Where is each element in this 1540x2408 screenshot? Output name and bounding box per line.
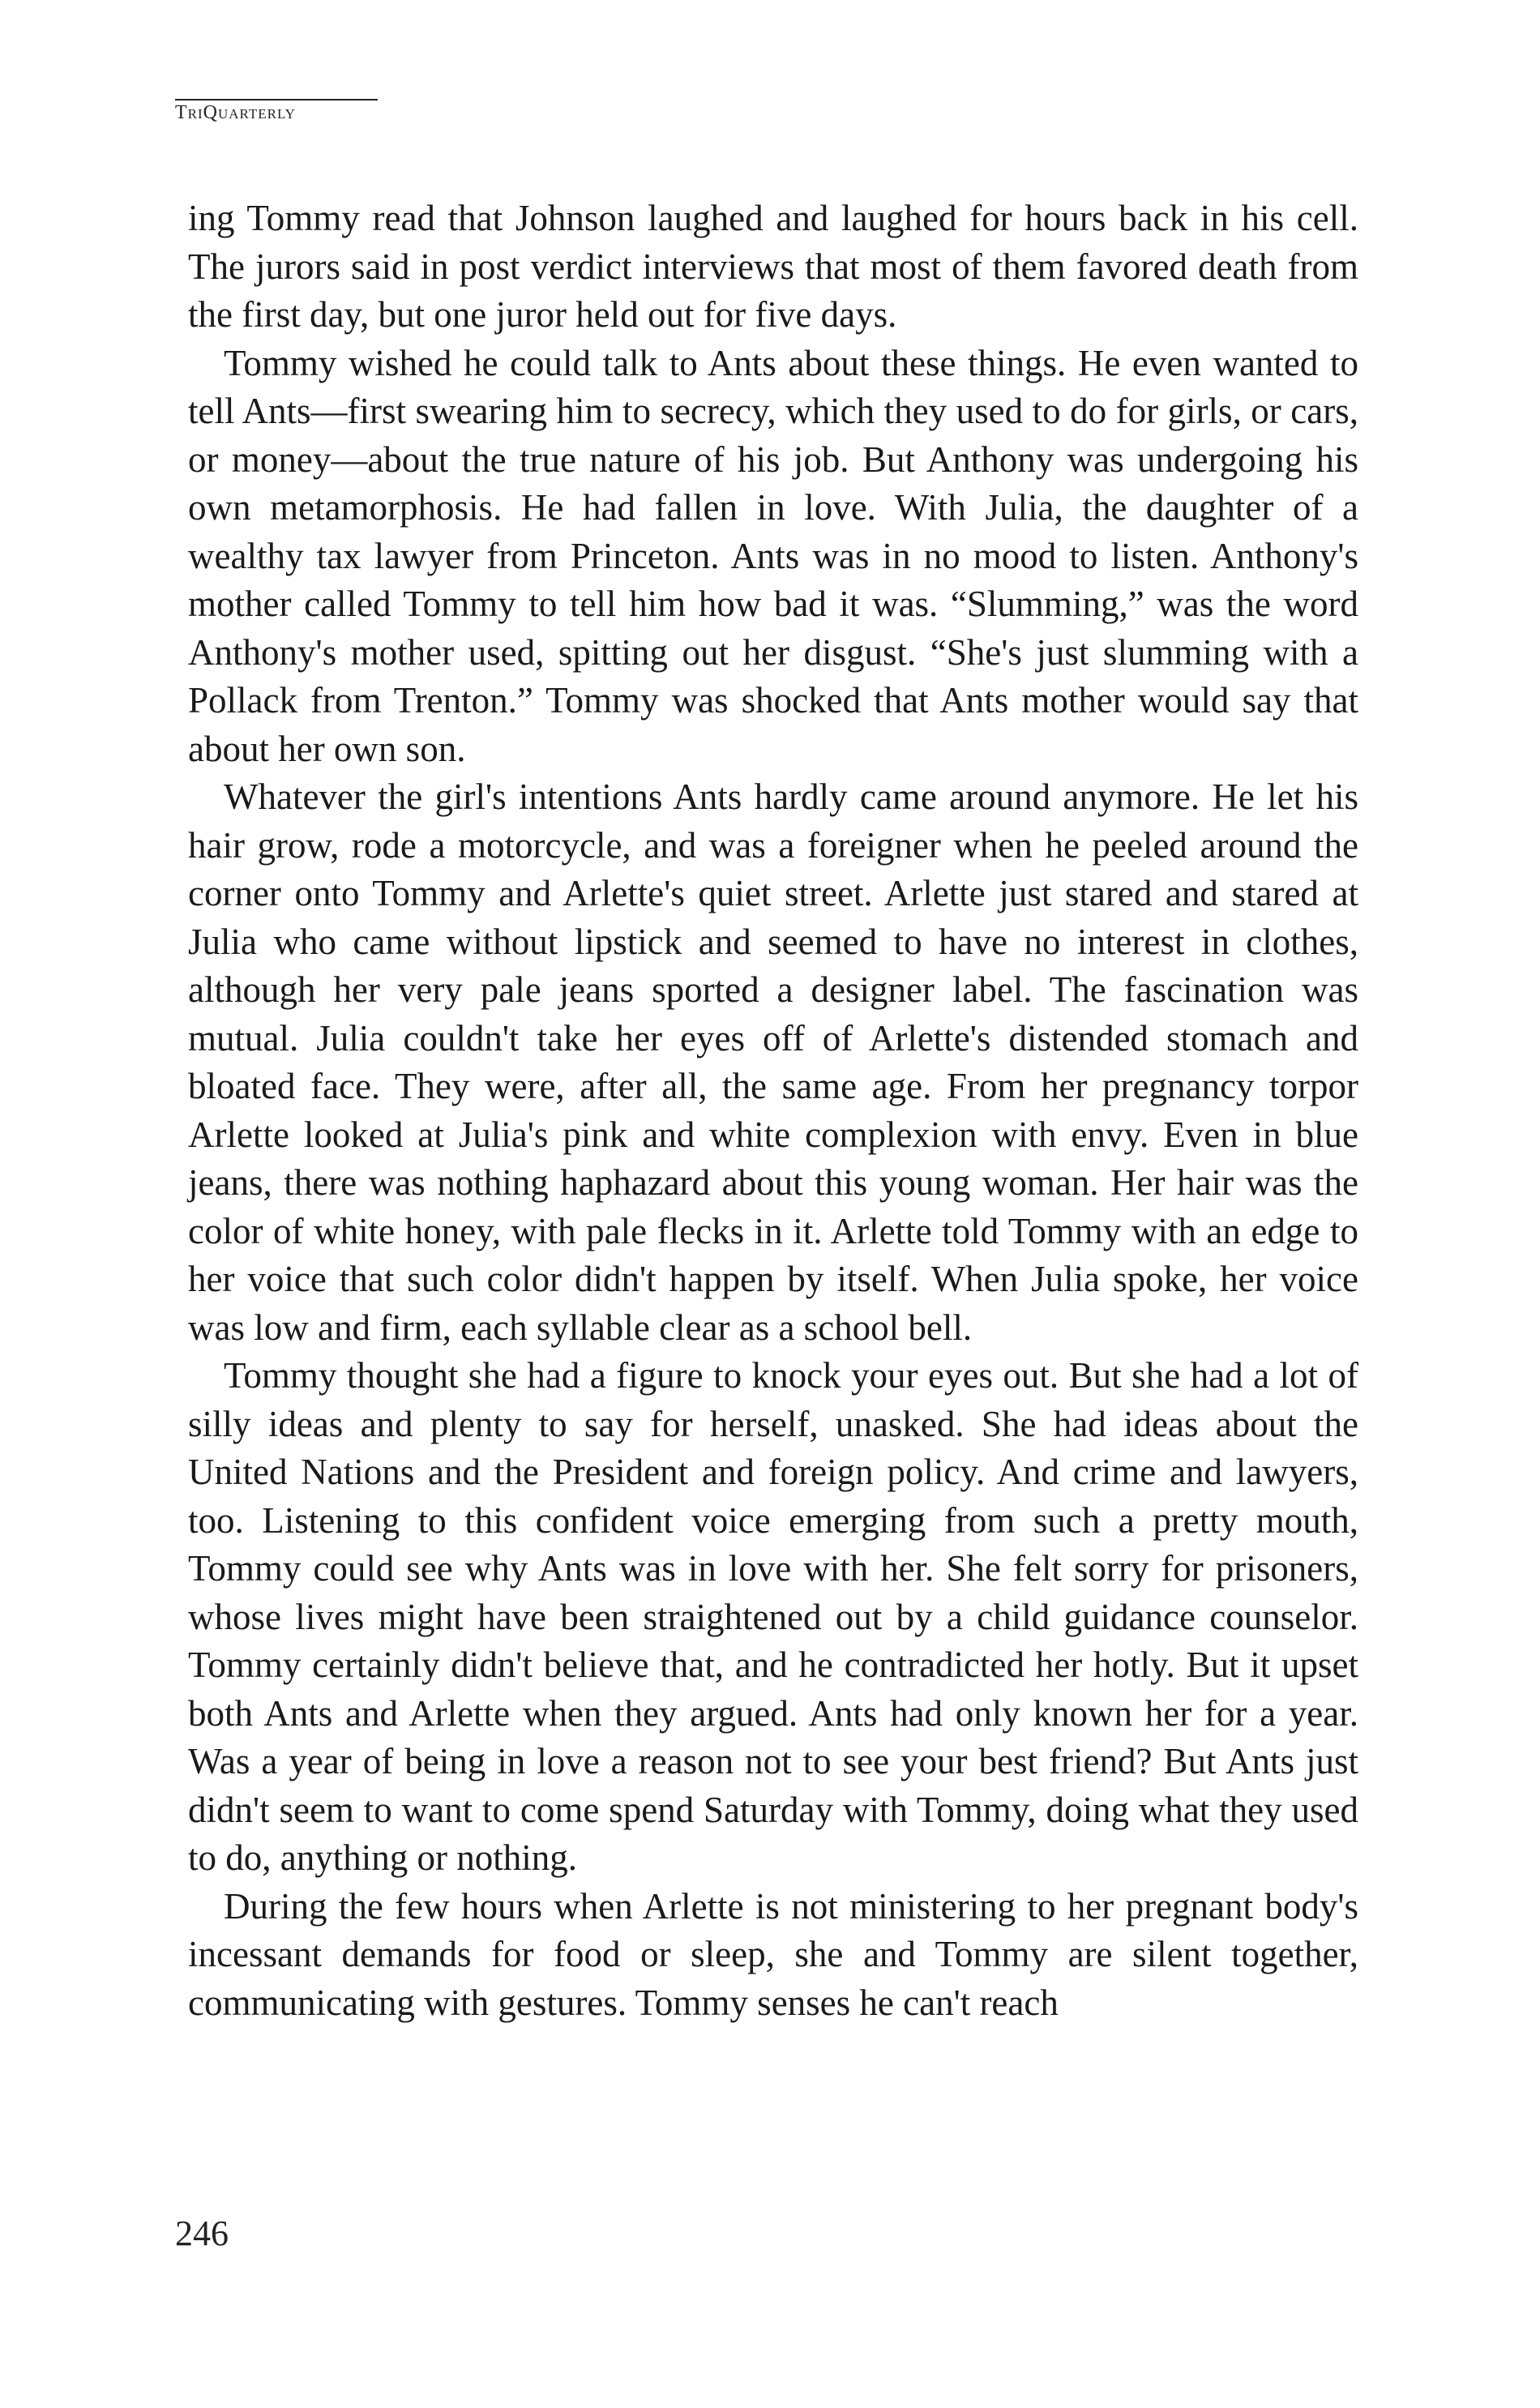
running-head-rule [175,99,378,101]
paragraph-3: Whatever the girl's intentions Ants hardly came around anymore. He let his hair grow, rode a motorcycle, and was a foreigner when he peeled around the corner onto Tommy and Arlette's quiet street. Arlette just stared and stared at Julia who came without lipstick and seemed to have no interest in clothes, although her very pale jeans sported a designer label. The fascination was mutual. Julia couldn't take her eyes off of Arlette's distended stomach and bloated face. They were, after all, the same age. From her pregnancy torpor Arlette looked at Julia's pink and white complexion with envy. Even in blue jeans, there was nothing haphazard about this young woman. Her hair was the color of white honey, with pale flecks in it. Arlette told Tommy with an edge to her voice that such color didn't happen by itself. When Julia spoke, her voice was low and firm, each syllable clear as a school bell. [188,776,1358,1348]
body-text [188,195,1358,2027]
paragraph-2: Tommy wished he could talk to Ants about these things. He even wanted to tell Ants—first swearing him to secrecy, which they used to do for girls, or cars, or money—about the true nature of his job. But Anthony was undergoing his own metamorphosis. He had fallen in love. With Julia, the daughter of a wealthy tax lawyer from Princeton. Ants was in no mood to listen. Anthony's mother called Tommy to tell him how bad it was. “Slumming,” was the word Anthony's mother used, spitting out her disgust. “She's just slumming with a Pollack from Trenton.” Tommy was shocked that Ants mother would say that about her own son. [188,342,1358,769]
paragraph-4: Tommy thought she had a figure to knock your eyes out. But she had a lot of silly ideas and plenty to say for herself, unasked. She had ideas about the United Nations and the President and foreign policy. And crime and lawyers, too. Listening to this confident voice emerging from such a pretty mouth, Tommy could see why Ants was in love with her. She felt sorry for prisoners, whose lives might have been straightened out by a child guidance counselor. Tommy certainly didn't believe that, and he contradicted her hotly. But it upset both Ants and Arlette when they argued. Ants had only known her for a year. Was a year of being in love a reason not to see your best friend? But Ants just didn't seem to want to come spend Saturday with Tommy, doing what they used to do, anything or nothing. [188,1355,1358,1878]
page-number: 246 [175,2213,229,2253]
paragraph-1: ing Tommy read that Johnson laughed and laughed for hours back in his cell. The jurors said in post verdict interviews that most of them favored death from the first day, but one juror held out for five days. [188,198,1358,335]
paragraph-5: During the few hours when Arlette is not ministering to her pregnant body's incessant demands for food or sleep, she and Tommy are silent together, communicating with gestures. Tommy senses he can't reach [188,1885,1358,2023]
running-head: TriQuarterly [175,102,296,123]
